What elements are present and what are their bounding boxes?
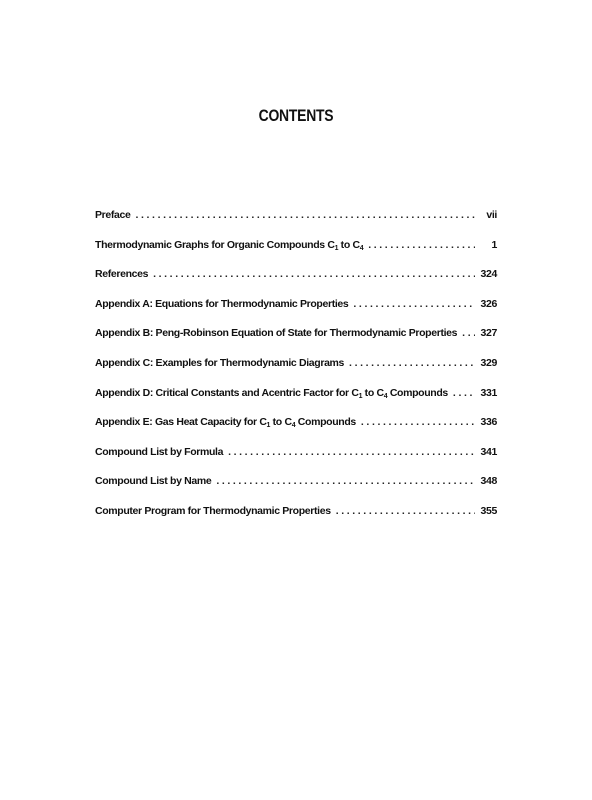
toc-entry-page: 326 — [480, 297, 497, 310]
toc-entry-title: References — [95, 268, 149, 281]
dot-leader — [368, 239, 475, 251]
toc-entry-title: Preface — [95, 209, 131, 221]
toc-entry-page: 355 — [480, 504, 497, 517]
toc-entry-page: 331 — [480, 386, 497, 399]
toc-entry — [95, 327, 497, 357]
toc-entry-page: 1 — [491, 238, 497, 251]
toc-entry — [95, 416, 497, 446]
dot-leader — [349, 357, 475, 369]
toc-entry-page: 324 — [480, 268, 497, 281]
toc-entry-title: Computer Program for Thermodynamic Properties — [95, 504, 331, 517]
dot-leader — [353, 298, 475, 310]
toc-entry-title: Appendix C: Examples for Thermodynamic Diagrams — [95, 356, 345, 369]
toc-entry — [95, 357, 497, 387]
dot-leader — [136, 209, 476, 221]
dot-leader — [361, 416, 475, 428]
toc-entry-page: vii — [486, 209, 497, 221]
table-of-contents — [95, 209, 497, 535]
toc-entry — [95, 446, 497, 476]
toc-entry-title: Appendix B: Peng-Robinson Equation of State for Thermodynamic Properties — [95, 327, 458, 340]
toc-entry — [95, 268, 497, 298]
toc-entry-page: 329 — [480, 356, 497, 369]
toc-entry-page: 341 — [480, 445, 497, 458]
toc-entry-title: Appendix D: Critical Constants and Acentric Factor for $C_1$ to $C_4$ Compounds — [95, 386, 448, 400]
toc-entry-title: Compound List by Formula — [95, 445, 224, 458]
dot-leader — [216, 475, 475, 487]
toc-entry-page: 327 — [480, 327, 497, 340]
toc-entry — [95, 298, 497, 328]
toc-entry-title: Appendix E: Gas Heat Capacity for $C_1$ to $C_4$ Compounds — [95, 416, 356, 430]
dot-leader — [228, 446, 475, 458]
toc-entry — [95, 209, 497, 239]
dot-leader — [453, 387, 475, 399]
dot-leader — [336, 505, 475, 517]
toc-entry-title: Thermodynamic Graphs for Organic Compounds $C_1$ to $C_4$ — [95, 238, 364, 252]
dot-leader — [462, 327, 475, 339]
toc-entry-title: Compound List by Name — [95, 475, 212, 488]
toc-entry-page: 348 — [480, 475, 497, 488]
toc-entry — [95, 239, 497, 269]
page-title: CONTENTS — [258, 106, 334, 125]
dot-leader — [153, 268, 475, 280]
toc-entry-title: Appendix A: Equations for Thermodynamic Properties — [95, 297, 349, 310]
toc-entry — [95, 505, 497, 535]
toc-entry — [95, 387, 497, 417]
toc-entry-page: 336 — [480, 416, 497, 429]
toc-entry — [95, 475, 497, 505]
